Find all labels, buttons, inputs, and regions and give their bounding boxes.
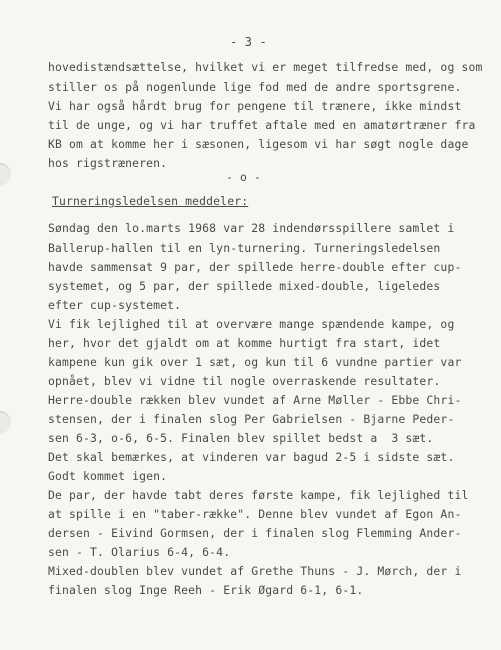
body-line: Herre-double rækken blev vundet af Arne Møller - Ebbe Chri-	[48, 393, 462, 407]
intro-line: hos rigstræneren.	[48, 156, 168, 170]
body-line: sen 6-3, o-6, 6-5. Finalen blev spillet bedst a 3 sæt.	[48, 431, 434, 445]
body-line: Det skal bemærkes, at vinderen var bagud 2-5 i sidste sæt.	[48, 450, 455, 464]
intro-line: hovedistændsættelse, hvilket vi er meget tilfredse med, og som	[48, 60, 483, 74]
body-line: Godt kommet igen.	[48, 469, 168, 483]
page-number: - 3 -	[230, 35, 267, 49]
intro-line: Vi har også hårdt brug for pengene til trænere, ikke mindst	[48, 99, 462, 113]
body-line: dersen - Eivind Gormsen, der i finalen slog Flemming Ander-	[48, 526, 462, 540]
body-line: efter cup-systemet.	[48, 298, 182, 312]
body-line: stensen, der i finalen slog Per Gabrielsen - Bjarne Peder-	[48, 412, 455, 426]
intro-line: til de unge, og vi har truffet aftale med en amatørtræner fra	[48, 118, 476, 132]
body-line: systemet, og 5 par, der spillede mixed-double, ligeledes	[48, 279, 441, 293]
punch-hole-top	[0, 163, 11, 185]
body-line: sen - T. Olarius 6-4, 6-4.	[48, 545, 231, 559]
body-line: Ballerup-hallen til en lyn-turnering. Turneringsledelsen	[48, 241, 441, 255]
body-line: at spille i en "taber-række". Denne blev vundet af Egon An-	[48, 507, 462, 521]
body-line: kampene kun gik over 1 sæt, og kun til 6 vundne partier var	[48, 355, 462, 369]
punch-hole-bottom	[0, 411, 11, 433]
body-line: opnået, blev vi vidne til nogle overraskende resultater.	[48, 374, 441, 388]
section-separator: - o -	[226, 170, 262, 184]
intro-line: KB om at komme her i sæsonen, ligesom vi har søgt nogle dage	[48, 137, 469, 151]
body-line: finalen slog Inge Reeh - Erik Øgard 6-1, 6-1.	[48, 583, 364, 597]
body-line: Vi fik lejlighed til at overvære mange spændende kampe, og	[48, 317, 455, 331]
body-line: Mixed-doublen blev vundet af Grethe Thuns - J. Mørch, der i	[48, 564, 462, 578]
body-line: havde sammensat 9 par, der spillede herre-double efter cup-	[48, 260, 462, 274]
body-line: her, hvor det gjaldt om at komme hurtigt fra start, idet	[48, 336, 441, 350]
intro-line: stiller os på nogenlunde lige fod med de andre sportsgrene.	[48, 80, 462, 94]
section-heading: Turneringsledelsen meddeler:	[52, 194, 249, 208]
body-line: De par, der havde tabt deres første kampe, fik lejlighed til	[48, 488, 469, 502]
body-line: Søndag den lo.marts 1968 var 28 indendørsspillere samlet i	[48, 221, 455, 235]
